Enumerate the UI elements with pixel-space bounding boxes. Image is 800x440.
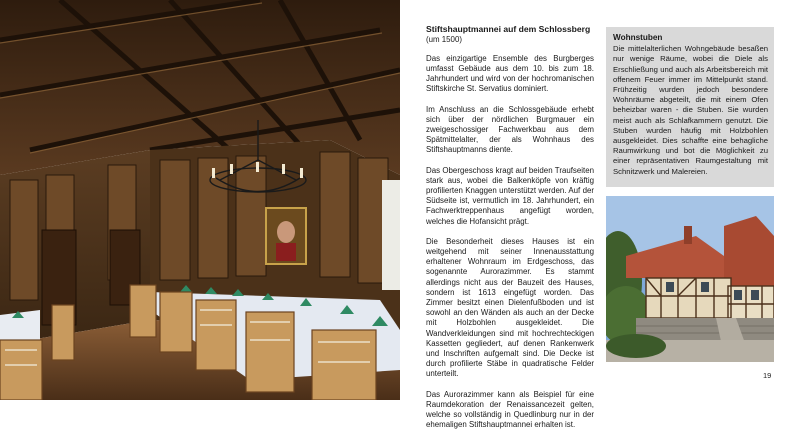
sidebar-title: Wohnstuben (613, 33, 663, 42)
sidebar-box (606, 27, 774, 187)
article-subtitle: (um 1500) (426, 34, 462, 44)
sidebar-text: Die mittelalterlichen Wohngebäude besaßen nur wenige Räume, wobei die Diele als Erschließung und auch als Arbeitsbereich mit offenem Feuer immer im Mittelpunkt stand. Frühzeitig wurden jedoch besondere Wohnräume abgeteilt, die mit einem Ofen beheizbar waren - die Stuben. Sie wurden meist auch als Schlafkammern genutzt. Die Stuben wurden häufig mit Holzbohlen ausgekleidet. Dies schaffte eine behagliche Raumwirkung und bot die Möglichkeit zu einer repräsentativen Raumgestaltung mit Schnitzwerk und Malereien. (613, 44, 768, 176)
stiftshauptmannei-exterior-illustration (606, 196, 774, 362)
article-paragraph: Die Besonderheit dieses Hauses ist ein weitgehend mit seiner Innenausstattung erhaltener Wohnraum im Erdgeschoss, das sogenannte Aurorazimmer. Es stammt allerdings nicht aus der Bauzeit des Hauses, sondern ist 1613 eingefügt worden. Das Zimmer besitzt einen Dielenfußboden und ist sowohl an den Wänden als auch an der Decke mit Holzbohlen ausgekleidet. Die Wandverkleidungen sind mit hochrechteckigen Kassetten gegliedert, auf denen Rankenwerk und Inschriften aufgemalt sind. Die Decke ist durch profilierte Stäbe in quadratische Felder unterteilt. (426, 236, 594, 379)
interior-photo (0, 0, 400, 400)
aurorazimmer-illustration (0, 0, 400, 400)
article-paragraph: Das Aurorazimmer kann als Beispiel für eine Raumdekoration der Renaissancezeit gelten, welche so vollständig in Quedlinburg nur in der ehemaligen Stiftshauptmannei erhalten ist. (426, 389, 594, 430)
article-paragraph: Das einzigartige Ensemble des Burgberges umfasst Gebäude aus dem 10. bis zum 18. Jahrhundert und wird von der hochromanischen Stiftskirche St. Servatius dominiert. (426, 53, 594, 94)
exterior-photo (606, 196, 774, 362)
article-column (426, 24, 594, 440)
article-paragraph: Das Obergeschoss kragt auf beiden Traufseiten stark aus, wobei die Balkenköpfe von kräftig profilierten Knaggen unterstützt werden. Auf der Südseite ist, vermutlich im 18. Jahrhundert, ein Fachwerktreppenhaus angefügt worden, welches die Hofansicht prägt. (426, 165, 594, 226)
article-title: Stiftshauptmannei auf dem Schlossberg (426, 24, 591, 34)
article-paragraph: Im Anschluss an die Schlossgebäude erhebt sich über der nördlichen Burgmauer ein zweigeschossiger Fachwerkbau aus dem Spätmittelalter, der als Wohnhaus des Stiftshauptmanns diente. (426, 104, 594, 155)
page-number: 19 (763, 371, 772, 380)
